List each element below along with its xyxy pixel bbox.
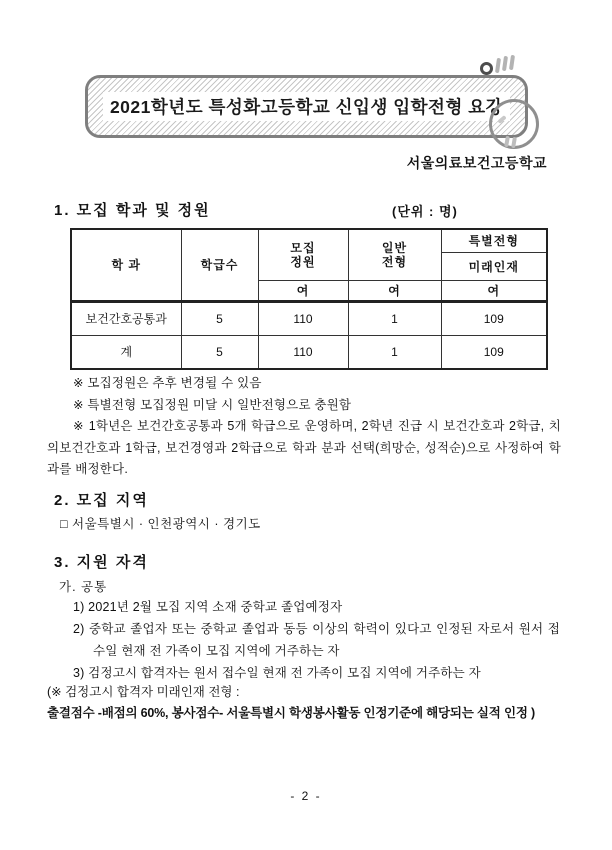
col-header-future-talent: 미래인재: [441, 252, 547, 280]
section-2-heading: 2. 모집 지역: [54, 492, 149, 509]
section-3-heading: 3. 지원 자격: [54, 554, 149, 571]
note-item: ※ 특별전형 모집정원 미달 시 일반전형으로 충원함: [73, 397, 352, 412]
section-1-heading: 1. 모집 학과 및 정원: [54, 202, 211, 219]
motion-lines-icon: [495, 58, 501, 73]
unit-label: (단위 : 명): [392, 204, 458, 219]
table-row: [71, 335, 547, 369]
school-name: 서울의료보건고등학교: [406, 155, 547, 171]
gender-cell: 여: [441, 280, 547, 301]
title-banner: [85, 75, 528, 138]
classes-cell: 5: [181, 301, 258, 335]
admission-quota-table: [70, 228, 548, 370]
col-header-classes: 학급수: [181, 229, 258, 301]
special-cell: 109: [441, 301, 547, 335]
pin-ring-icon: [480, 62, 493, 75]
page-number: - 2 -: [290, 789, 322, 803]
exam-note-line: 출결점수 -배점의 60%, 봉사점수- 서울특별시 학생봉사활동 인정기준에 해당되는 실적 인정 ): [47, 706, 535, 720]
exam-note-line: (※ 검정고시 합격자 미래인재 전형 :: [47, 685, 240, 699]
region-item: □ 서울특별시 · 인천광역시 · 경기도: [60, 517, 261, 531]
gender-cell: 여: [348, 280, 441, 301]
general-cell: 1: [348, 301, 441, 335]
note-item: ※ 모집정원은 추후 변경될 수 있음: [73, 376, 262, 390]
general-cell: 1: [348, 335, 441, 369]
requirement-item: 2) 중학교 졸업자 또는 중학교 졸업과 동등 이상의 학력이 있다고 인정된 자로서 원서 접수일 현재 전 가족이 모집 지역에 거주하는 자: [73, 622, 560, 658]
gender-cell: 여: [258, 280, 348, 301]
col-header-quota: 모집 정원: [258, 229, 348, 280]
col-header-special: 특별전형: [441, 229, 547, 252]
quota-cell: 110: [258, 301, 348, 335]
classes-cell: 5: [181, 335, 258, 369]
dept-cell: 계: [71, 335, 181, 369]
quota-cell: 110: [258, 335, 348, 369]
requirement-item: 1) 2021년 2월 모집 지역 소재 중학교 졸업예정자: [73, 600, 343, 614]
exam-passer-note: [47, 682, 567, 724]
col-header-general: 일반 전형: [348, 229, 441, 280]
motion-lines-icon: [509, 55, 515, 70]
subsection-heading: 가. 공통: [59, 580, 108, 594]
motion-lines-icon: [502, 56, 508, 71]
dept-cell: 보건간호공통과: [71, 301, 181, 335]
special-cell: 109: [441, 335, 547, 369]
table-notes: [47, 373, 561, 481]
requirement-item: 3) 검정고시 합격자는 원서 접수일 현재 전 가족이 모집 지역에 거주하는 자: [73, 666, 481, 680]
note-item: ※ 1학년은 보건간호공통과 5개 학급으로 운영하며, 2학년 진급 시 보건간호과 2학급, 치의보건간호과 1학급, 보건경영과 2학급으로 학과 분과 선택(희망순, 성적순)으로 사정하여 학과를 배정한다.: [47, 419, 561, 476]
table-row: [71, 301, 547, 335]
col-header-department: 학 과: [71, 229, 181, 301]
document-title: 2021학년도 특성화고등학교 신입생 입학전형 요강: [103, 92, 510, 121]
requirement-list: [73, 596, 560, 684]
